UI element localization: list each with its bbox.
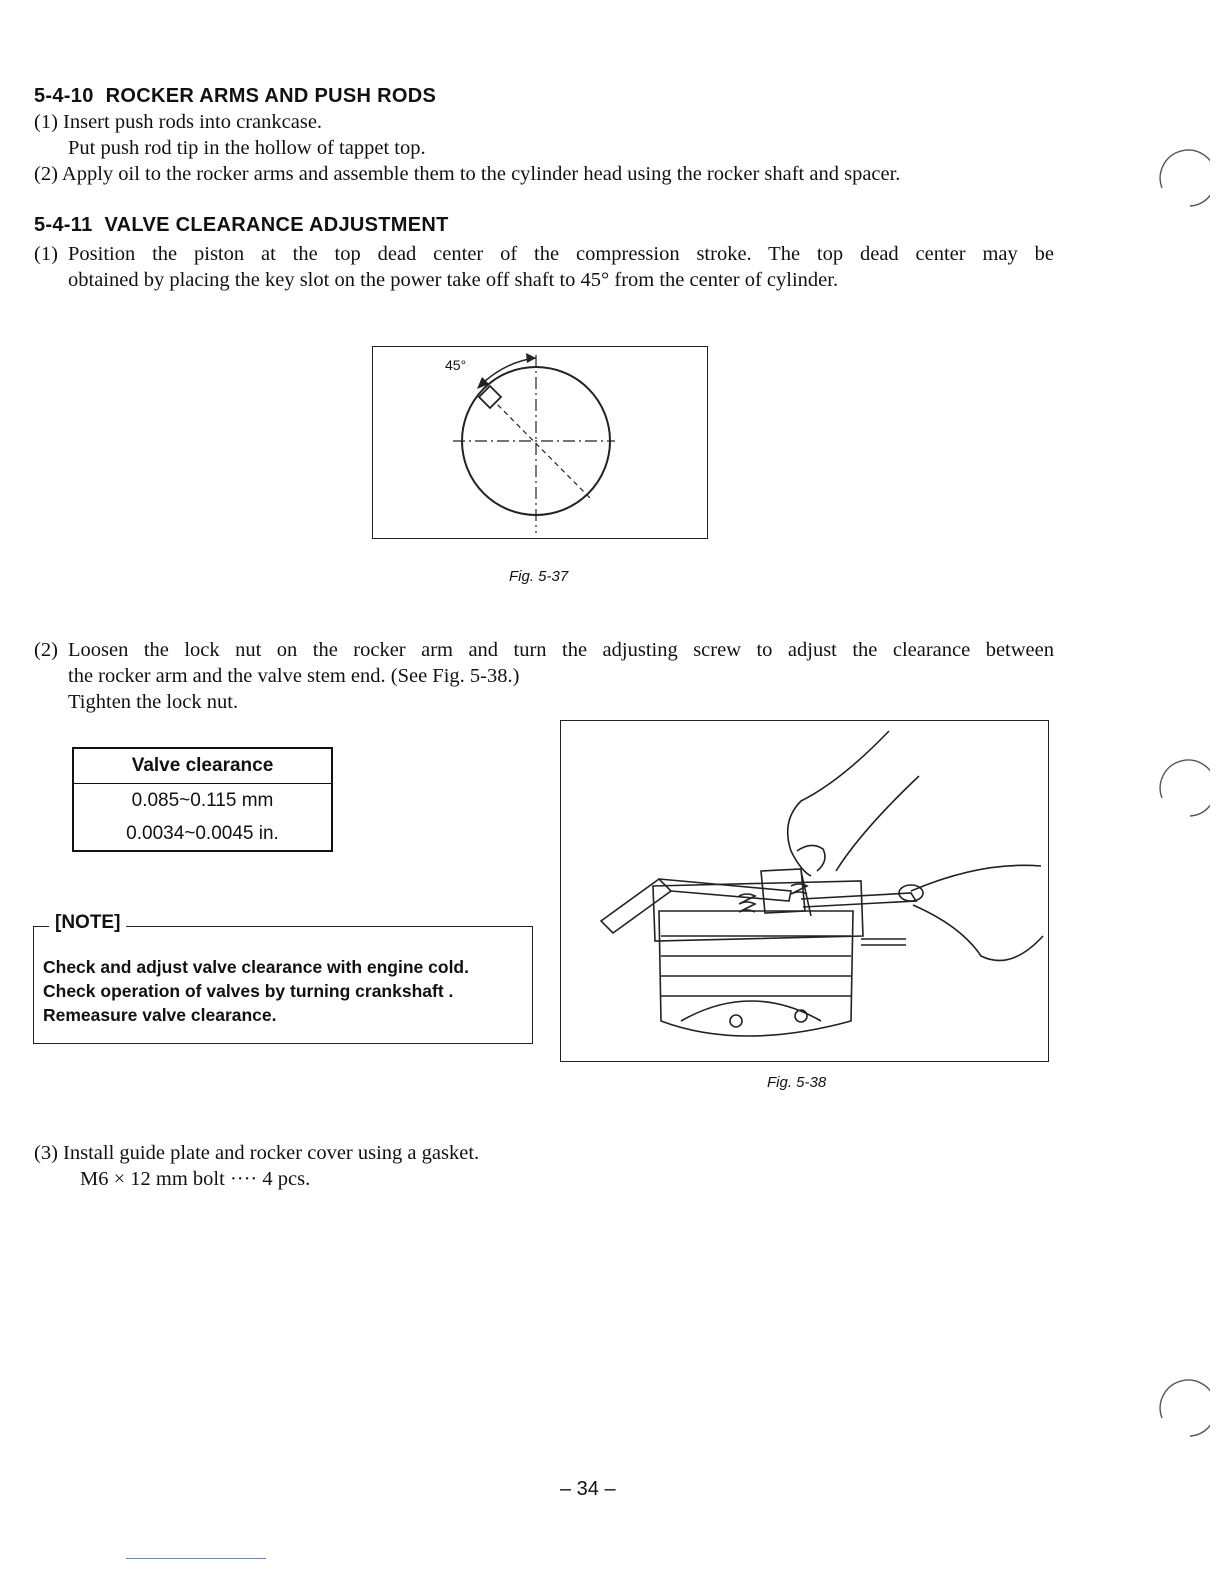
rocker-step-1-continued: Put push rod tip in the hollow of tappet top. xyxy=(68,137,426,159)
wrench-shaft xyxy=(659,879,791,901)
step-label: (3) xyxy=(34,1142,58,1164)
figure-5-38-caption: Fig. 5-38 xyxy=(767,1074,827,1091)
arrow-head-right xyxy=(526,353,536,363)
section-title: VALVE CLEARANCE ADJUSTMENT xyxy=(104,214,449,236)
clearance-inch: 0.0034~0.0045 in. xyxy=(126,822,279,844)
section-heading-valve-clearance xyxy=(34,214,449,237)
step-text: Insert push rods into crankcase. xyxy=(63,111,323,133)
crankcase-curve xyxy=(681,1001,821,1021)
left-hand-inner xyxy=(836,776,919,871)
section-number: 5-4-11 xyxy=(34,214,93,236)
cooling-fins xyxy=(661,936,851,996)
table-header: Valve clearance xyxy=(73,748,332,784)
stud-bar xyxy=(861,939,906,945)
section-heading-rocker-arms xyxy=(34,85,436,108)
note-line-2: Check operation of valves by turning crankshaft . xyxy=(43,981,454,1001)
valve-step-3 xyxy=(34,1140,479,1166)
valve-clearance-table xyxy=(72,747,333,852)
rocker-step-2 xyxy=(34,161,900,187)
note-box xyxy=(33,912,533,1044)
valve-step-1-line-2: obtained by placing the key slot on the power take off shaft to 45° from the center of cylinder. xyxy=(68,269,839,291)
key-slot-diagram xyxy=(373,347,706,537)
table-row xyxy=(73,784,332,818)
valve-step-2-line-2: the rocker arm and the valve stem end. (See Fig. 5-38.) xyxy=(68,665,520,687)
note-line-1: Check and adjust valve clearance with engine cold. xyxy=(43,957,469,977)
step-text: Apply oil to the rocker arms and assemble them to the cylinder head using the rocker shaft and spacer. xyxy=(61,163,901,185)
valve-adjustment-illustration xyxy=(561,721,1047,1060)
footer-rule xyxy=(126,1558,266,1559)
valve-step-1-label: (1) xyxy=(34,243,58,265)
note-label: [NOTE] xyxy=(49,912,126,934)
right-hand xyxy=(911,865,1043,960)
page-number: – 34 – xyxy=(560,1478,616,1500)
rocker-step-1 xyxy=(34,109,322,135)
figure-5-37 xyxy=(372,346,708,539)
valve-step-3-bolt-spec: M6 × 12 mm bolt ···· 4 pcs. xyxy=(80,1168,311,1190)
step-text: Install guide plate and rocker cover using a gasket. xyxy=(63,1142,480,1164)
punch-hole-icon xyxy=(1140,750,1210,830)
wrench-handle xyxy=(601,879,671,933)
punch-hole-icon xyxy=(1140,140,1210,220)
valve-step-1-line-1: Position the piston at the top dead center of the compression stroke. The top dead center may be xyxy=(68,243,1054,265)
clearance-mm: 0.085~0.115 mm xyxy=(131,789,274,811)
punch-hole-icon xyxy=(1140,1370,1210,1450)
left-hand-outer xyxy=(788,731,889,876)
bolt xyxy=(730,1015,742,1027)
note-line-3: Remeasure valve clearance. xyxy=(43,1005,277,1025)
valve-step-2-line-1: Loosen the lock nut on the rocker arm and turn the adjusting screw to adjust the clearance between xyxy=(68,639,1054,661)
step-label: (2) xyxy=(34,163,58,185)
feeler-gauge xyxy=(801,871,811,916)
angle-label: 45° xyxy=(445,357,467,373)
step-label: (1) xyxy=(34,111,58,133)
diagonal-45-line xyxy=(485,392,591,499)
section-number: 5-4-10 xyxy=(34,85,94,107)
valve-step-2-line-3: Tighten the lock nut. xyxy=(68,691,239,713)
valve-step-2-label: (2) xyxy=(34,639,58,661)
figure-5-38 xyxy=(560,720,1049,1062)
figure-5-37-caption: Fig. 5-37 xyxy=(509,568,569,585)
section-title: ROCKER ARMS AND PUSH RODS xyxy=(105,85,437,107)
table-row xyxy=(73,817,332,851)
